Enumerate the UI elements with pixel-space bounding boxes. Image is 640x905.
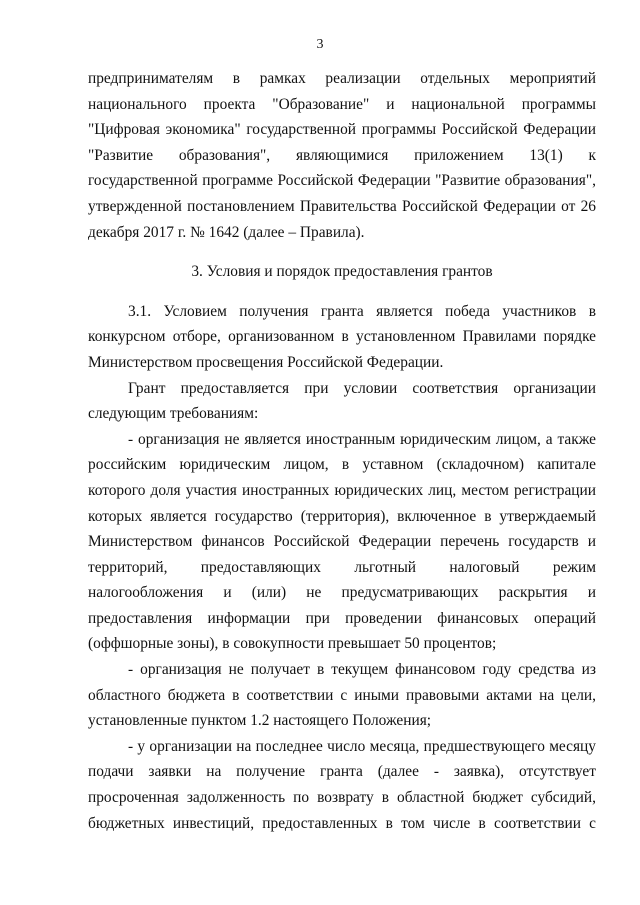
requirement-item-no-overdue-debt: - у организации на последнее число месяца, предшествующего месяцу подачи заявки на получение гранта (далее - заявка), отсутствует просроченная задолженность по возврату в областной бюджет субсидий, бюджетных инвестиций, предоставленных в том числе в соответствии с xyxy=(88,737,596,832)
requirement-item-no-other-funds: - организация не получает в текущем финансовом году средства из областного бюджета в соответствии с иными правовыми актами на цели, установленные пунктом 1.2 настоящего Положения; xyxy=(88,661,596,730)
requirement-item-foreign-entity: - организация не является иностранным юридическим лицом, а также российским юридическим лицом, в уставном (складочном) капитале которого доля участия иностранных юридических лиц, местом регистрации которых является государство (территория), включенное в утверждаемый Министерством финансов Российской Федерации перечень государств и территорий, предоставляющих льготный налоговый режим налогообложения и (или) не предусматривающих раскрытия и предоставления информации при проведении финансовых операций (оффшорные зоны), в совокупности превышает 50 процентов; xyxy=(88,430,596,653)
document-body xyxy=(88,66,596,836)
section-heading: 3. Условия и порядок предоставления грантов xyxy=(191,263,493,281)
continued-paragraph: предпринимателям в рамках реализации отдельных мероприятий национального проекта "Образование" и национальной программы "Цифровая экономика" государственной программы Российской Федерации "Развитие образования", являющимися приложением 13(1) к государственной программе Российской Федерации "Развитие образования", утвержденной постановлением Правительства Российской Федерации от 26 декабря 2017 г. № 1642 (далее – Правила). xyxy=(88,70,596,241)
paragraph-3-1: 3.1. Условием получения гранта является победа участников в конкурсном отборе, организованном в установленном Правилами порядке Министерством просвещения Российской Федерации. xyxy=(88,302,596,371)
paragraph-grant-conditions: Грант предоставляется при условии соответствия организации следующим требованиям: xyxy=(88,379,596,423)
page-number: 3 xyxy=(316,37,324,52)
